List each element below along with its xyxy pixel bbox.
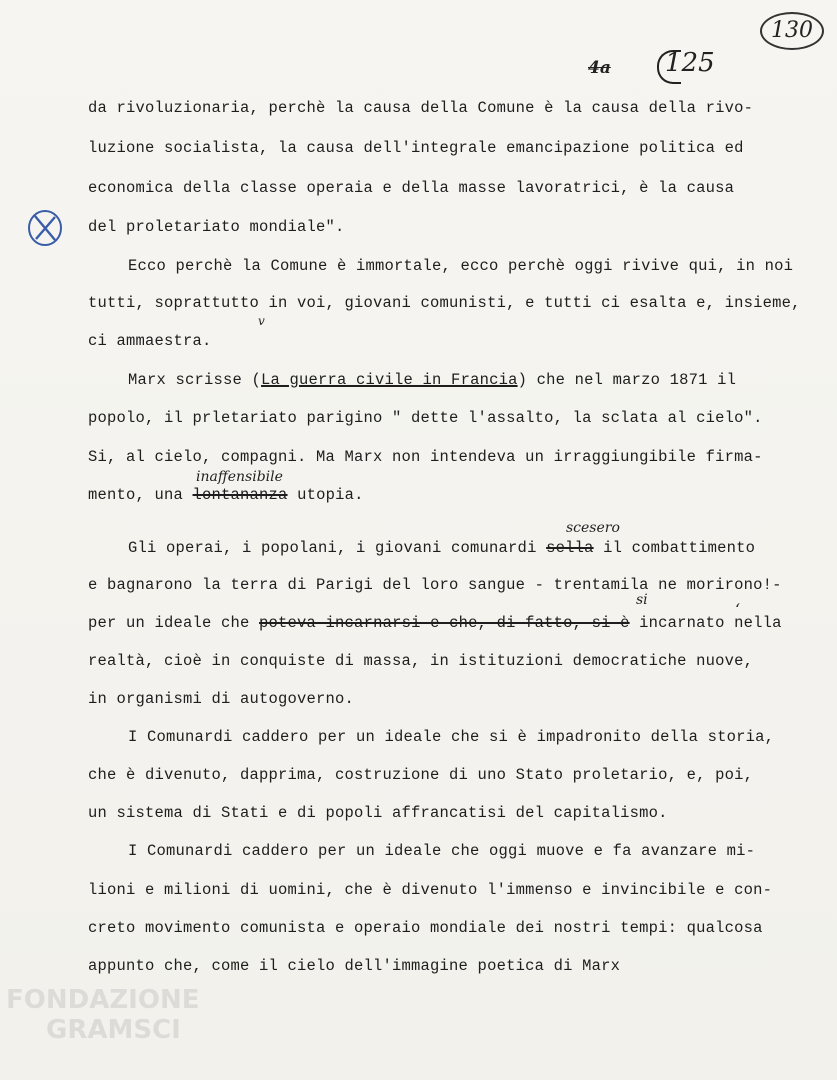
text-line: popolo, il prletariato parigino " dette l'assalto, la sclata al cielo".	[88, 409, 763, 427]
text-fragment: Gli operai, i popolani, i giovani comunardi	[128, 539, 537, 557]
text-line: I Comunardi caddero per un ideale che si è impadronito della storia,	[128, 728, 775, 746]
text-fragment: utopia.	[297, 486, 364, 504]
text-line: lioni e milioni di uomini, che è divenuto l'immenso e invincibile e con-	[88, 881, 773, 899]
text-line: creto movimento comunista e operaio mondiale dei nostri tempi: qualcosa	[88, 919, 763, 937]
text-line: e bagnarono la terra di Parigi del loro sangue - trentamila ne morirono!-	[88, 576, 782, 594]
book-title: La guerra civile in Francia	[261, 371, 518, 389]
text-line	[128, 536, 755, 560]
text-line: tutti, soprattutto in voi, giovani comunisti, e tutti ci esalta e, insieme,	[88, 294, 801, 312]
archive-page-number: 130	[760, 12, 824, 50]
text-line: in organismi di autogoverno.	[88, 690, 355, 708]
text-line: I Comunardi caddero per un ideale che oggi muove e fa avanzare mi-	[128, 842, 756, 860]
handwritten-correction-scesero: scesero	[566, 520, 620, 536]
text-line: Si, al cielo, compagni. Ma Marx non intendeva un irraggiungibile firma-	[88, 448, 763, 466]
handwritten-page-number: 125	[665, 48, 715, 78]
text-fragment: Marx scrisse (	[128, 371, 262, 389]
handwritten-correction-inaffensibile: inaffensibile	[196, 469, 283, 485]
handwritten-accent-mark: ʻ	[735, 600, 741, 619]
struck-word: sella	[546, 539, 594, 557]
text-fragment: incarnato nella	[639, 614, 782, 632]
text-line: appunto che, come il cielo dell'immagine poetica di Marx	[88, 957, 621, 975]
text-line: economica della classe operaia e della masse lavoratrici, è la causa	[88, 179, 735, 197]
text-line	[88, 611, 782, 635]
margin-cross-icon	[26, 208, 64, 248]
text-fragment: ) che nel marzo 1871 il	[517, 371, 737, 389]
text-line: luzione socialista, la causa dell'integrale emancipazione politica ed	[88, 139, 744, 157]
struck-phrase: poteva incarnarsi e che, di fatto, si è	[259, 614, 630, 632]
text-line: che è divenuto, dapprima, costruzione di uno Stato proletario, e, poi,	[88, 766, 754, 784]
watermark-line: GRAMSCI	[46, 1015, 181, 1045]
crossed-out-page-number: 4a	[588, 58, 611, 78]
text-fragment: mento, una	[88, 486, 184, 504]
text-line: Ecco perchè la Comune è immortale, ecco perchè oggi rivive qui, in noi	[128, 257, 794, 275]
text-fragment: per un ideale che	[88, 614, 250, 632]
text-line: da rivoluzionaria, perchè la causa della Comune è la causa della rivo-	[88, 99, 754, 117]
struck-word: lontananza	[192, 486, 288, 504]
handwritten-correction-si: si	[636, 592, 648, 608]
text-line	[128, 368, 736, 392]
text-line: un sistema di Stati e di popoli affrancatisi del capitalismo.	[88, 804, 668, 822]
text-line: ci ammaestra.	[88, 332, 212, 350]
watermark-line: FONDAZIONE	[6, 985, 200, 1015]
archive-watermark	[6, 985, 226, 1075]
text-fragment: il combattimento	[603, 539, 756, 557]
handwritten-insertion-mark: v	[258, 314, 265, 328]
text-line: realtà, cioè in conquiste di massa, in istituzioni democratiche nuove,	[88, 652, 754, 670]
text-line	[88, 483, 364, 507]
text-line: del proletariato mondiale".	[88, 218, 345, 236]
